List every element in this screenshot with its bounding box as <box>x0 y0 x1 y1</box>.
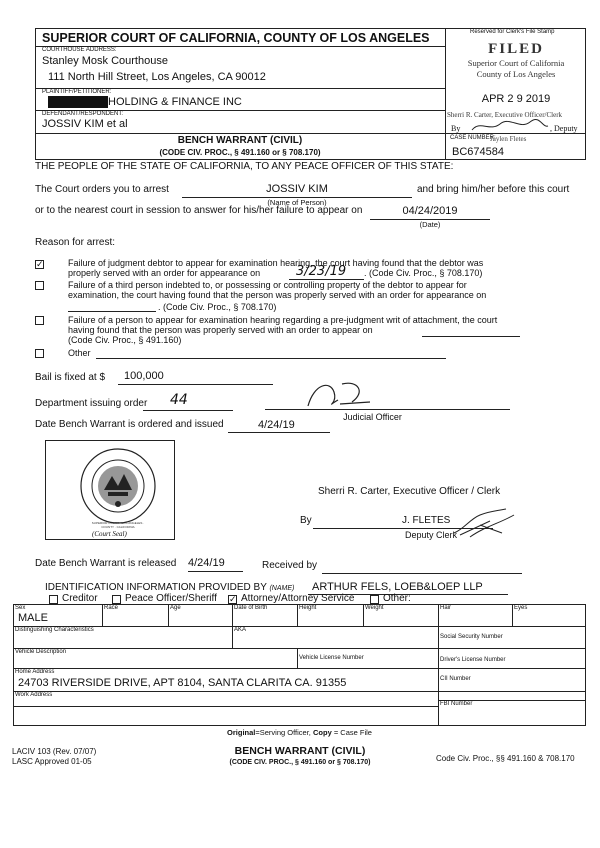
received-label: Received by <box>262 560 318 571</box>
grid-col-aka <box>232 626 233 648</box>
stamp-filed: FILED <box>488 41 544 57</box>
reason1-checkbox[interactable]: ✓ <box>36 259 44 269</box>
stamp-court-line1: Superior Court of California <box>467 58 565 68</box>
form-number: LACIV 103 (Rev. 07/07) <box>12 747 97 756</box>
grid-col-height <box>297 604 298 626</box>
eyes-label: Eyes <box>514 605 528 611</box>
dob-label: Date of Birth <box>234 605 268 611</box>
grid-col-weight <box>363 604 364 626</box>
sex-value: MALE <box>18 612 48 624</box>
courthouse-label: COURTHOUSE ADDRESS: <box>42 47 117 53</box>
stamp-deputy: , Deputy <box>550 124 578 133</box>
reason1-date: 3/23/19 <box>296 264 347 279</box>
reason1-code: . (Code Civ. Proc., § 708.170) <box>364 268 483 278</box>
stamp-court-line2: County of Los Angeles <box>476 69 556 79</box>
copy-bold: Copy <box>312 728 332 737</box>
arrest-name: JOSSIV KIM <box>266 183 328 195</box>
footer-code-ref: Code Civ. Proc., §§ 491.160 & 708.170 <box>436 754 575 763</box>
orders-suffix: and bring him/her before this court <box>417 184 570 195</box>
footer-title: BENCH WARRANT (CIVIL) <box>234 745 366 757</box>
grid-col-hair <box>438 604 439 726</box>
peace-officer-label: Peace Officer/Sheriff <box>125 593 217 604</box>
released-line <box>188 571 243 572</box>
original-bold: Original <box>227 728 256 737</box>
received-line <box>322 573 522 574</box>
reason1-line-a: Failure of judgment debtor to appear for examination hearing, the court having found that the debtor was <box>68 258 484 268</box>
stamp-by: By <box>451 124 461 133</box>
attorney-checkbox[interactable]: ✓ <box>229 594 237 604</box>
provider-value: ARTHUR FELS, LOEB&LOEP LLP <box>312 581 483 593</box>
other-id-label: Other: <box>383 593 411 604</box>
judicial-signature <box>300 378 380 412</box>
form-approved: LASC Approved 01-05 <box>12 757 92 766</box>
by-label: By <box>300 515 312 526</box>
id-name-tag: (NAME) <box>269 585 295 592</box>
defendant-value: JOSSIV KIM et al <box>42 118 128 130</box>
reason3-date-line <box>422 336 520 337</box>
race-label: Race <box>104 605 119 611</box>
date-ordered-line <box>228 432 330 433</box>
department-line <box>143 410 233 411</box>
case-number: BC674584 <box>452 146 504 158</box>
appear-date: 04/24/2019 <box>402 205 458 217</box>
work-address-label: Work Address <box>15 692 53 698</box>
grid-col-race <box>102 604 103 626</box>
date-caption: (Date) <box>419 220 441 229</box>
reason3-code: (Code Civ. Proc., § 491.160) <box>68 335 182 345</box>
dl-label: Driver's License Number <box>440 657 506 663</box>
weight-label: Weight <box>365 605 384 611</box>
reason2-line-b: examination, the court having found that the person was properly served with an order for appearance on <box>68 290 487 300</box>
grid-row-3 <box>13 668 586 669</box>
bail-value: 100,000 <box>124 370 164 382</box>
released-label: Date Bench Warrant is released <box>35 558 177 569</box>
hair-label: Hair <box>440 605 452 611</box>
defendant-label: DEFENDANT/RESPONDENT: <box>42 111 124 117</box>
bail-label: Bail is fixed at $ <box>35 372 106 383</box>
department-label: Department issuing order <box>35 398 148 409</box>
home-address-label: Home Address <box>15 669 55 675</box>
reason2-checkbox[interactable] <box>35 281 44 290</box>
released-value: 4/24/19 <box>188 557 225 569</box>
peace-officer-checkbox[interactable] <box>112 595 121 604</box>
clerk-title: Sherri R. Carter, Executive Officer / Clerk <box>318 486 501 497</box>
plaintiff-redaction <box>48 96 108 108</box>
bail-line <box>118 384 273 385</box>
deputy-name: J. FLETES <box>402 515 451 526</box>
court-seal-ring-text: SUPERIOR COURT · LOS ANGELES · COUNTY · CALIFORNIA <box>91 521 145 529</box>
judicial-officer-line <box>265 409 510 410</box>
nearest-court-text: or to the nearest court in session to answer for his/her failure to appear on <box>35 205 363 216</box>
home-address-value: 24703 RIVERSIDE DRIVE, APT 8104, SANTA CLARITA CA. 91355 <box>18 677 347 689</box>
grid-row-4 <box>13 691 586 692</box>
plaintiff-value: HOLDING & FINANCE INC <box>108 96 242 108</box>
vehicle-label: Vehicle Description <box>15 649 67 655</box>
sex-label: Sex <box>15 605 26 611</box>
age-label: Age <box>170 605 181 611</box>
judicial-officer-caption: Judicial Officer <box>343 412 402 422</box>
creditor-label: Creditor <box>62 593 98 604</box>
height-label: Height <box>299 605 317 611</box>
people-line: THE PEOPLE OF THE STATE OF CALIFORNIA, TO ANY PEACE OFFICER OF THIS STATE: <box>35 161 454 172</box>
reason2-code: . (Code Civ. Proc., § 708.170) <box>158 302 277 312</box>
attorney-label: Attorney/Attorney Service <box>241 593 355 604</box>
case-number-label: CASE NUMBER: <box>450 135 496 141</box>
reason2-line-a: Failure of a third person indebted to, or possessing or controlling property of the debtor to appear for <box>68 280 467 290</box>
fbi-label: FBI Number <box>440 701 473 707</box>
other-label: Other <box>68 348 91 358</box>
deputy-signature <box>450 505 520 539</box>
ssn-label: Social Security Number <box>440 634 503 640</box>
document-title: BENCH WARRANT (CIVIL) <box>177 135 303 146</box>
aka-label: AKA <box>234 627 247 633</box>
grid-row-1 <box>13 626 586 627</box>
plate-label: Vehicle License Number <box>299 655 364 661</box>
date-ordered-value: 4/24/19 <box>258 419 295 431</box>
reason-label: Reason for arrest: <box>35 237 116 248</box>
grid-col-plate <box>297 648 298 668</box>
reason2-date-line <box>68 311 156 312</box>
grid-col-age <box>168 604 169 626</box>
plaintiff-label: PLAINTIFF/PETITIONER: <box>42 89 112 95</box>
orders-prefix: The Court orders you to arrest <box>35 184 169 195</box>
courthouse-name: Stanley Mosk Courthouse <box>42 55 168 67</box>
cii-label: CII Number <box>440 676 471 682</box>
other-id-checkbox[interactable] <box>370 595 379 604</box>
document-subtitle: (CODE CIV. PROC., § 491.160 or § 708.170) <box>159 148 321 157</box>
distinguishing-label: Distinguishing Characteristics <box>15 627 94 633</box>
id-heading <box>45 582 294 593</box>
grid-col-eyes <box>512 604 513 626</box>
stamp-date: APR 2 9 2019 <box>481 93 551 105</box>
court-seal-caption: (Court Seal) <box>92 530 127 538</box>
footer-subtitle: (CODE CIV. PROC., § 491.160 or § 708.170) <box>229 759 371 766</box>
id-grid <box>13 604 586 726</box>
reason3-line-b: having found that the person was properly served with an order to appear on <box>68 325 373 335</box>
copy-rest: = Case File <box>331 728 372 737</box>
reason3-line-a: Failure of a person to appear for examination hearing regarding a pre-judgment writ of attachment, the court <box>68 315 498 325</box>
stamp-officer: Sherri R. Carter, Executive Officer/Clerk <box>447 111 563 119</box>
grid-col-dob <box>232 604 233 626</box>
original-rest: =Serving Officer, <box>255 728 313 737</box>
stamp-deputy-name: Jaylen Fletes <box>490 135 527 143</box>
other-checkbox[interactable] <box>35 349 44 358</box>
reason1-line-b: properly served with an order for appearance on <box>68 268 261 278</box>
department-value: 44 <box>170 392 188 408</box>
creditor-checkbox[interactable] <box>49 595 58 604</box>
distribution-note <box>13 728 586 737</box>
reason3-checkbox[interactable] <box>35 316 44 325</box>
stamp-label: Reserved for Clerk's File Stamp <box>470 29 555 35</box>
court-seal-icon <box>78 446 158 526</box>
stamp-signature <box>470 118 550 134</box>
court-title: SUPERIOR COURT OF CALIFORNIA, COUNTY OF LOS ANGELES <box>42 31 430 45</box>
courthouse-street: 111 North Hill Street, Los Angeles, CA 90012 <box>48 71 266 83</box>
grid-row-5 <box>13 706 438 707</box>
date-ordered-label: Date Bench Warrant is ordered and issued <box>35 419 224 430</box>
other-line <box>96 358 446 359</box>
name-caption: (Name of Person) <box>267 198 327 207</box>
grid-row-2 <box>13 648 586 649</box>
id-heading-text: IDENTIFICATION INFORMATION PROVIDED BY <box>45 582 267 593</box>
deputy-caption: Deputy Clerk <box>405 530 458 540</box>
